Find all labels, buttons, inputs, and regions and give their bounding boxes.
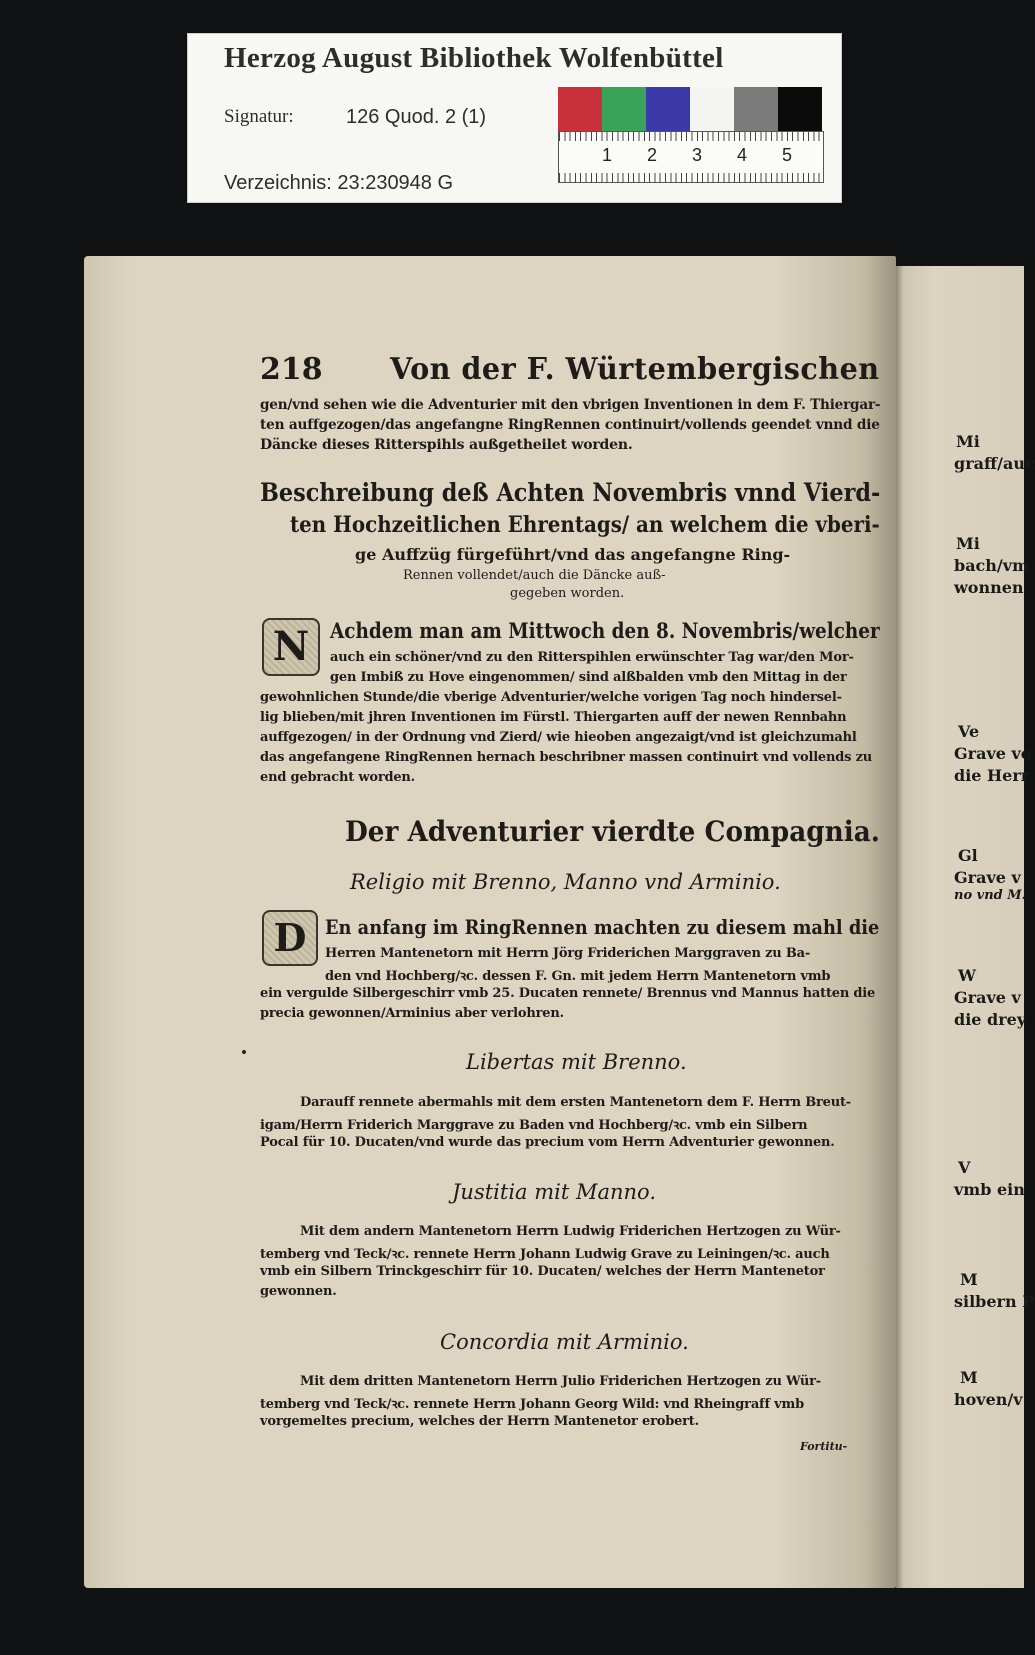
text-line: auffgezogen/ in der Ordnung vnd Zierd/ wie hieoben angezaigt/vnd ist gleichzumahl [260,730,857,745]
text-line: Darauff rennete abermahls mit dem ersten Mantenetorn dem F. Herrn Breut- [300,1095,852,1110]
facing-page-fragment: Mi [956,432,980,451]
swatch-white [690,87,734,131]
section-heading: gegeben worden. [510,586,625,601]
decorated-initial: D [262,910,318,966]
text-line: igam/Herrn Friderich Marggrave zu Baden vnd Hochberg/ꝛc. vmb ein Silbern [260,1118,808,1133]
text-line: vorgemeltes precium, welches der Herrn Mantenetor erobert. [260,1414,699,1429]
scale-number: 5 [781,145,792,165]
text-line: En anfang im RingRennen machten zu diesem mahl die [325,915,880,939]
facing-page-fragment: vmb ein [954,1180,1025,1199]
running-title: Von der F. Würtembergischen [390,352,880,387]
facing-page-fragment: die drey [954,1010,1027,1029]
measurement-scale [558,131,824,183]
scale-ticks-bottom [559,173,823,182]
swatch-gray [734,87,778,131]
libertas-subheading: Libertas mit Brenno. [466,1050,687,1074]
color-calibration-strip [558,87,822,131]
text-line: das angefangene RingRennen hernach beschribner massen continuirt vnd vollends zu [260,750,873,765]
text-line: Pocal für 10. Ducaten/vnd wurde das precium vom Herrn Adventurier gewonnen. [260,1135,835,1150]
text-line: den vnd Hochberg/ꝛc. dessen F. Gn. mit jedem Herrn Mantenetorn vmb [325,969,831,984]
text-line: temberg vnd Teck/ꝛc. rennete Herrn Johann Georg Wild: vnd Rheingraff vmb [260,1397,804,1412]
facing-page-fragment: Gl [958,846,978,865]
facing-page-fragment: W [958,966,976,985]
text-line: gewonnen. [260,1284,337,1299]
facing-page-fragment: die Herr [954,766,1030,785]
library-label-card [187,33,842,203]
page-number: 218 [260,352,323,387]
facing-page-fragment: V [958,1158,971,1177]
decorated-initial: N [262,618,320,676]
facing-page-fragment: Grave vo [954,744,1032,763]
text-line: Mit dem dritten Mantenetorn Herrn Julio Friderichen Hertzogen zu Wür- [300,1374,821,1389]
swatch-blue [646,87,690,131]
section-heading: ge Auffzüg fürgeführt/vnd das angefangne Ring- [355,545,791,564]
scale-number: 2 [646,145,657,165]
facing-page-fragment: Mi [956,534,980,553]
swatch-green [602,87,646,131]
scale-ticks-top [559,132,823,141]
facing-page-edge [896,266,1035,1588]
religio-subheading: Religio mit Brenno, Manno vnd Arminio. [350,870,781,894]
signatur-label: Signatur: [224,106,294,127]
verzeichnis-value: Verzeichnis: 23:230948 G [224,172,454,194]
ink-mark [242,1050,246,1054]
facing-page-fragment: graff/auc [954,454,1035,473]
facing-page-fragment: silbern P [954,1292,1035,1311]
signatur-value: 126 Quod. 2 (1) [346,106,487,128]
facing-page-fragment: Grave v [954,988,1021,1007]
section-heading: ten Hochzeitlichen Ehrentags/ an welchem die vberi- [290,512,880,538]
compagnia-heading: Der Adventurier vierdte Compagnia. [345,815,880,848]
text-line: auch ein schöner/vnd zu den Ritterspihlen erwünschter Tag war/den Mor- [330,650,854,665]
facing-page-fragment: hoven/v [954,1390,1023,1409]
text-line: end gebracht worden. [260,770,416,785]
facing-page-fragment: M [960,1368,978,1387]
text-line: lig blieben/mit jhren Inventionen im Fürstl. Thiergarten auff der newen Rennbahn [260,710,847,725]
facing-page-fragment: Ve [958,722,980,741]
text-line: gewohnlichen Stunde/die vberige Adventurier/welche vorigen Tag noch hindersel- [260,690,842,705]
swatch-black [778,87,822,131]
facing-page-fragment: no vnd M. [954,888,1027,903]
scale-number: 3 [691,145,702,165]
text-line: Mit dem andern Mantenetorn Herrn Ludwig Friderichen Hertzogen zu Wür- [300,1224,841,1239]
swatch-red [558,87,602,131]
scale-number: 1 [601,145,612,165]
facing-page-fragment: wonnen. [954,578,1030,597]
text-line: precia gewonnen/Arminius aber verlohren. [260,1006,564,1021]
facing-page-fragment: M [960,1270,978,1289]
library-name: Herzog August Bibliothek Wolfenbüttel [224,42,724,74]
concordia-subheading: Concordia mit Arminio. [440,1330,689,1354]
catchword: Fortitu- [800,1440,848,1453]
text-line: ein vergulde Silbergeschirr vmb 25. Ducaten rennete/ Brennus vnd Mannus hatten die [260,986,876,1001]
text-line: gen Imbiß zu Hove eingenommen/ sind alßbalden vmb den Mittag in der [330,670,847,685]
text-line: vmb ein Silbern Trinckgeschirr für 10. Ducaten/ welches der Herrn Mantenetor [260,1264,825,1279]
text-line: ten auffgezogen/das angefangne RingRennen continuirt/vollends geendet vnnd die [260,417,880,433]
text-line: gen/vnd sehen wie die Adventurier mit den vbrigen Inventionen in dem F. Thiergar- [260,397,881,413]
justitia-subheading: Justitia mit Manno. [452,1180,656,1204]
text-line: Däncke dieses Ritterspihls außgetheilet worden. [260,437,633,453]
text-line: Herren Mantenetorn mit Herrn Jörg Friderichen Marggraven zu Ba- [325,946,811,961]
facing-page-fragment: bach/vm [954,556,1029,575]
text-line: Achdem man am Mittwoch den 8. Novembris/welcher [330,618,880,643]
section-heading: Rennen vollendet/auch die Däncke auß- [403,568,666,583]
facing-page-fragment: Grave v [954,868,1021,887]
text-line: temberg vnd Teck/ꝛc. rennete Herrn Johann Ludwig Grave zu Leiningen/ꝛc. auch [260,1247,830,1262]
scale-number: 4 [736,145,747,165]
section-heading: Beschreibung deß Achten Novembris vnnd Vierd- [260,478,881,507]
